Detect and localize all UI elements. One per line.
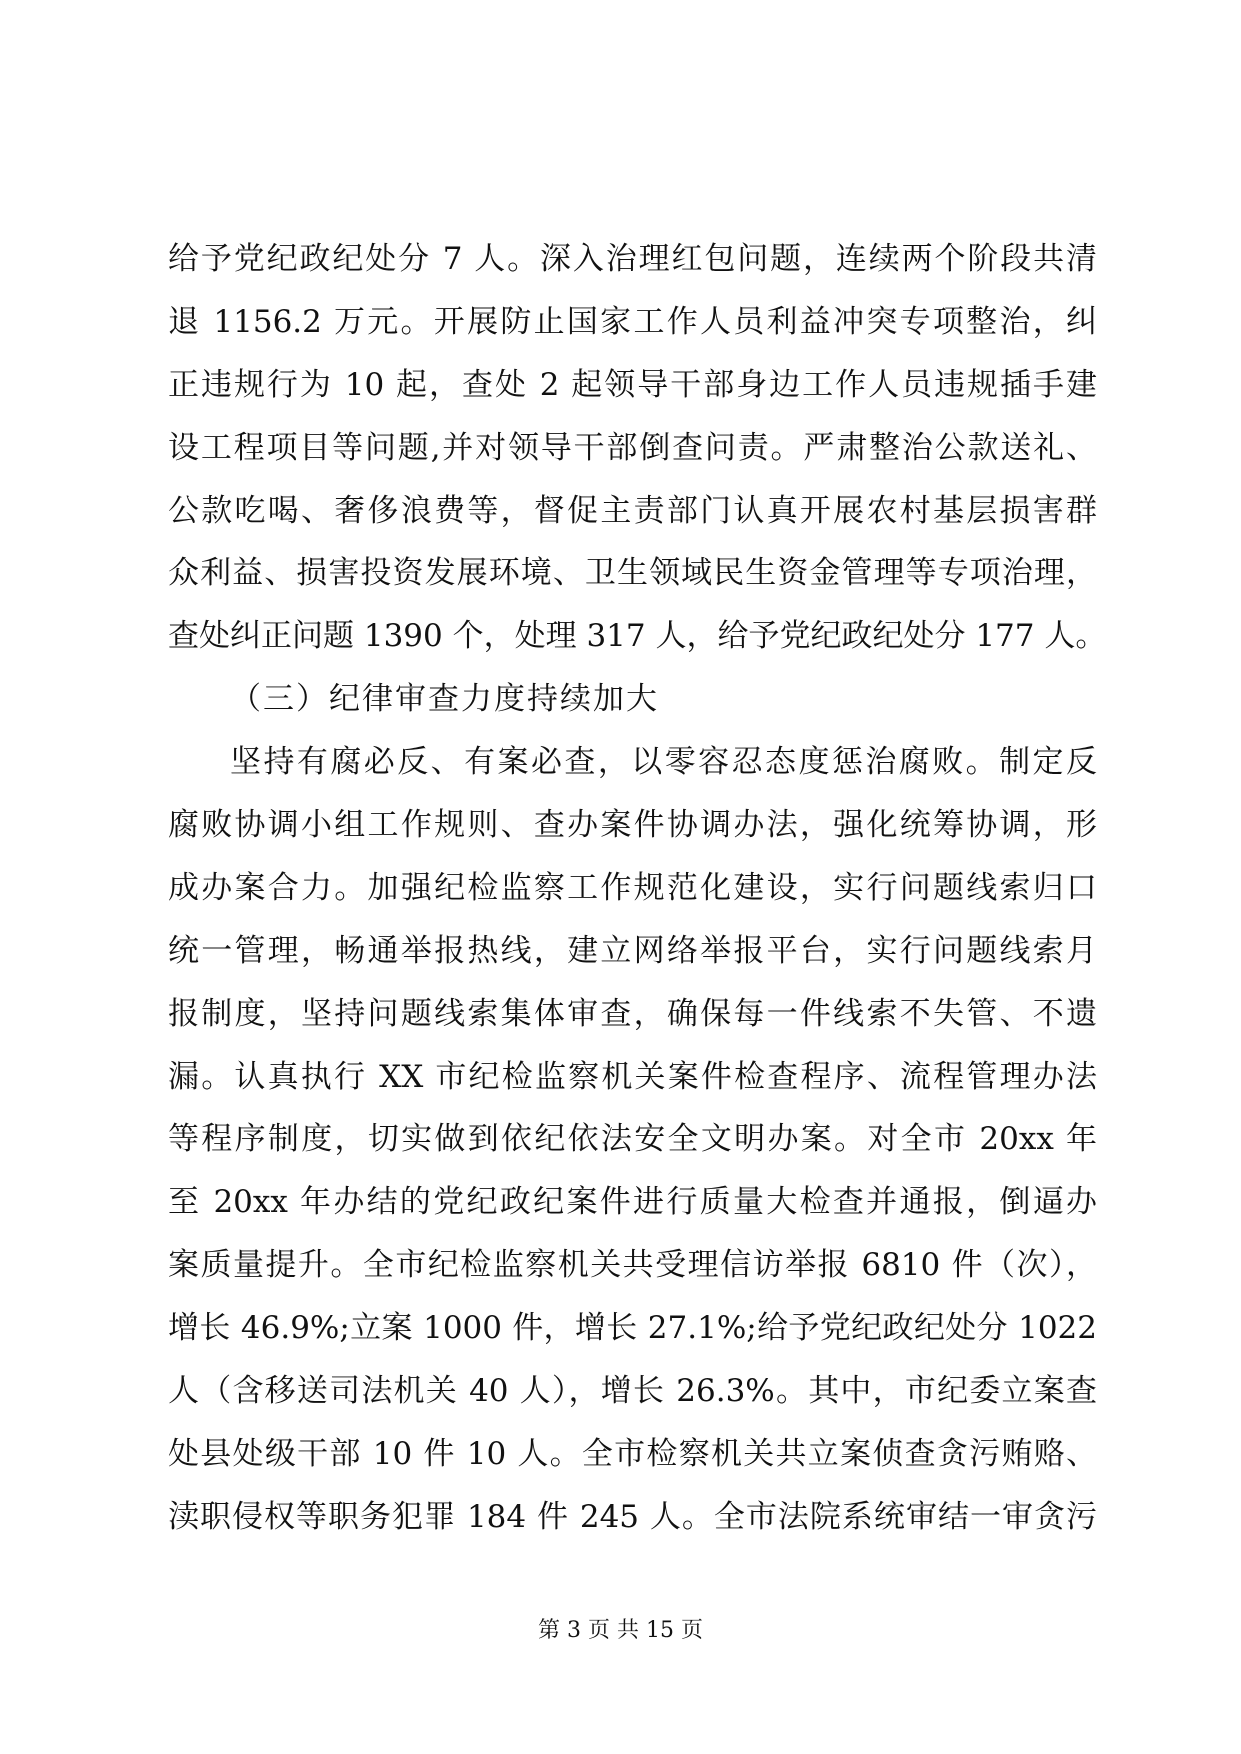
- text-line: 报制度，坚持问题线索集体审查，确保每一件线索不失管、不遗: [168, 995, 1097, 1032]
- text-line: 统一管理，畅通举报热线，建立网络举报平台，实行问题线索月: [168, 932, 1097, 969]
- document-body: [168, 228, 1107, 1549]
- text-line: 处县处级干部 10 件 10 人。全市检察机关共立案侦查贪污贿赂、: [168, 1435, 1097, 1472]
- text-line: 众利益、损害投资发展环境、卫生领域民生资金管理等专项治理，: [168, 555, 1097, 592]
- section-heading: （三）纪律审查力度持续加大: [230, 681, 659, 718]
- text-line: 漏。认真执行 XX 市纪检监察机关案件检查程序、流程管理办法: [168, 1058, 1097, 1095]
- text-line: 腐败协调小组工作规则、查办案件协调办法，强化统筹协调，形: [168, 807, 1097, 844]
- text-line: 增长 46.9%;立案 1000 件，增长 27.1%;给予党纪政纪处分 1022: [168, 1310, 1097, 1347]
- text-line: 查处纠正问题 1390 个，处理 317 人，给予党纪政纪处分 177 人。: [168, 618, 1107, 655]
- text-line: 给予党纪政纪处分 7 人。深入治理红包问题，连续两个阶段共清: [168, 241, 1097, 277]
- text-line: 至 20xx 年办结的党纪政纪案件进行质量大检查并通报，倒逼办: [168, 1184, 1097, 1221]
- page-number-indicator: 第 3 页 共 15 页: [538, 1618, 703, 1643]
- text-line: 人（含移送司法机关 40 人），增长 26.3%。其中，市纪委立案查: [168, 1373, 1097, 1410]
- paragraph: [168, 731, 1097, 1549]
- text-line: 渎职侵权等职务犯罪 184 件 245 人。全市法院系统审结一审贪污: [168, 1498, 1097, 1535]
- text-line: 等程序制度，切实做到依纪依法安全文明办案。对全市 20xx 年: [168, 1121, 1097, 1158]
- text-line: 退 1156.2 万元。开展防止国家工作人员利益冲突专项整治，纠: [168, 303, 1097, 340]
- text-line: 成办案合力。加强纪检监察工作规范化建设，实行问题线索归口: [168, 869, 1097, 906]
- text-line: 正违规行为 10 起，查处 2 起领导干部身边工作人员违规插手建: [168, 366, 1097, 403]
- text-line: 设工程项目等问题,并对领导干部倒查问责。严肃整治公款送礼、: [168, 429, 1097, 466]
- paragraph: [168, 228, 1107, 668]
- page-footer: [0, 1616, 1241, 1646]
- text-line: 坚持有腐必反、有案必查，以零容忍态度惩治腐败。制定反: [230, 744, 1097, 781]
- text-line: 案质量提升。全市纪检监察机关共受理信访举报 6810 件（次），: [168, 1247, 1097, 1284]
- text-line: 公款吃喝、奢侈浪费等，督促主责部门认真开展农村基层损害群: [168, 492, 1097, 529]
